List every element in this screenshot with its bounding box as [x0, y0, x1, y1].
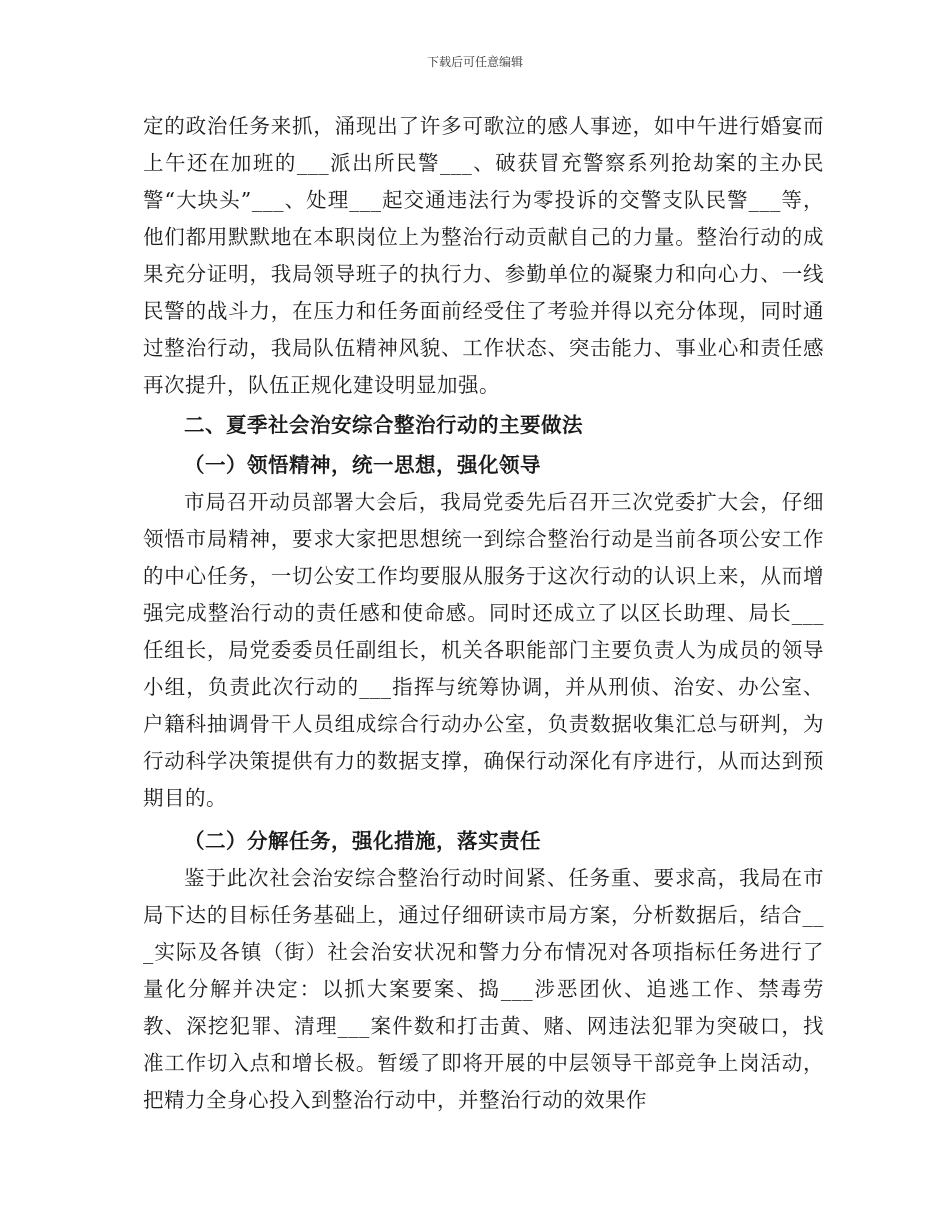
paragraph-continuation: 定的政治任务来抓，涌现出了许多可歌泣的感人事迹，如中午进行婚宴而上午还在加班的___派出所民警___、破获冒充警察系列抢劫案的主办民警“大块头”___、处理___起交通违法行为零投诉的交警支队民警___等，他们都用默默地在本职岗位上为整治行动贡献自己的力量。整治行动的成果充分证明，我局领导班子的执行力、参勤单位的凝聚力和向心力、一线民警的战斗力，在压力和任务面前经受住了考验并得以充分体现，同时通过整治行动，我局队伍精神风貌、工作状态、突击能力、事业心和责任感再次提升，队伍正规化建设明显加强。 [143, 114, 824, 397]
subsection-heading-2: （二）分解任务，强化措施，落实责任 [184, 829, 541, 853]
subsection-heading-1: （一）领悟精神，统一思想，强化领导 [184, 453, 541, 477]
page-header: 下载后可任意编辑 [426, 55, 523, 69]
document-body [143, 108, 824, 1119]
paragraph-leadership: 市局召开动员部署大会后，我局党委先后召开三次党委扩大会，仔细领悟市局精神，要求大家把思想统一到综合整治行动是当前各项公安工作的中心任务，一切公安工作均要服从服务于这次行动的认识上来，从而增强完成整治行动的责任感和使命感。同时还成立了以区长助理、局长___任组长，局党委委员任副组长，机关各职能部门主要负责人为成员的领导小组，负责此次行动的___指挥与统筹协调，并从刑侦、治安、办公室、户籍科抽调骨干人员组成综合行动办公室，负责数据收集汇总与研判，为行动科学决策提供有力的数据支撑，确保行动深化有序进行，从而达到预期目的。 [143, 490, 824, 810]
section-heading: 二、夏季社会治安综合整治行动的主要做法 [184, 413, 583, 437]
paragraph-tasks: 鉴于此次社会治安综合整治行动时间紧、任务重、要求高，我局在市局下达的目标任务基础上，通过仔细研读市局方案，分析数据后，结合___实际及各镇（街）社会治安状况和警力分布情况对各项指标任务进行了量化分解并决定：以抓大案要案、捣___涉恶团伙、追逃工作、禁毒劳教、深挖犯罪、清理___案件数和打击黄、赌、网违法犯罪为突破口，找准工作切入点和增长极。暂缓了即将开展的中层领导干部竞争上岗活动，把精力全身心投入到整治行动中，并整治行动的效果作 [143, 866, 824, 1112]
